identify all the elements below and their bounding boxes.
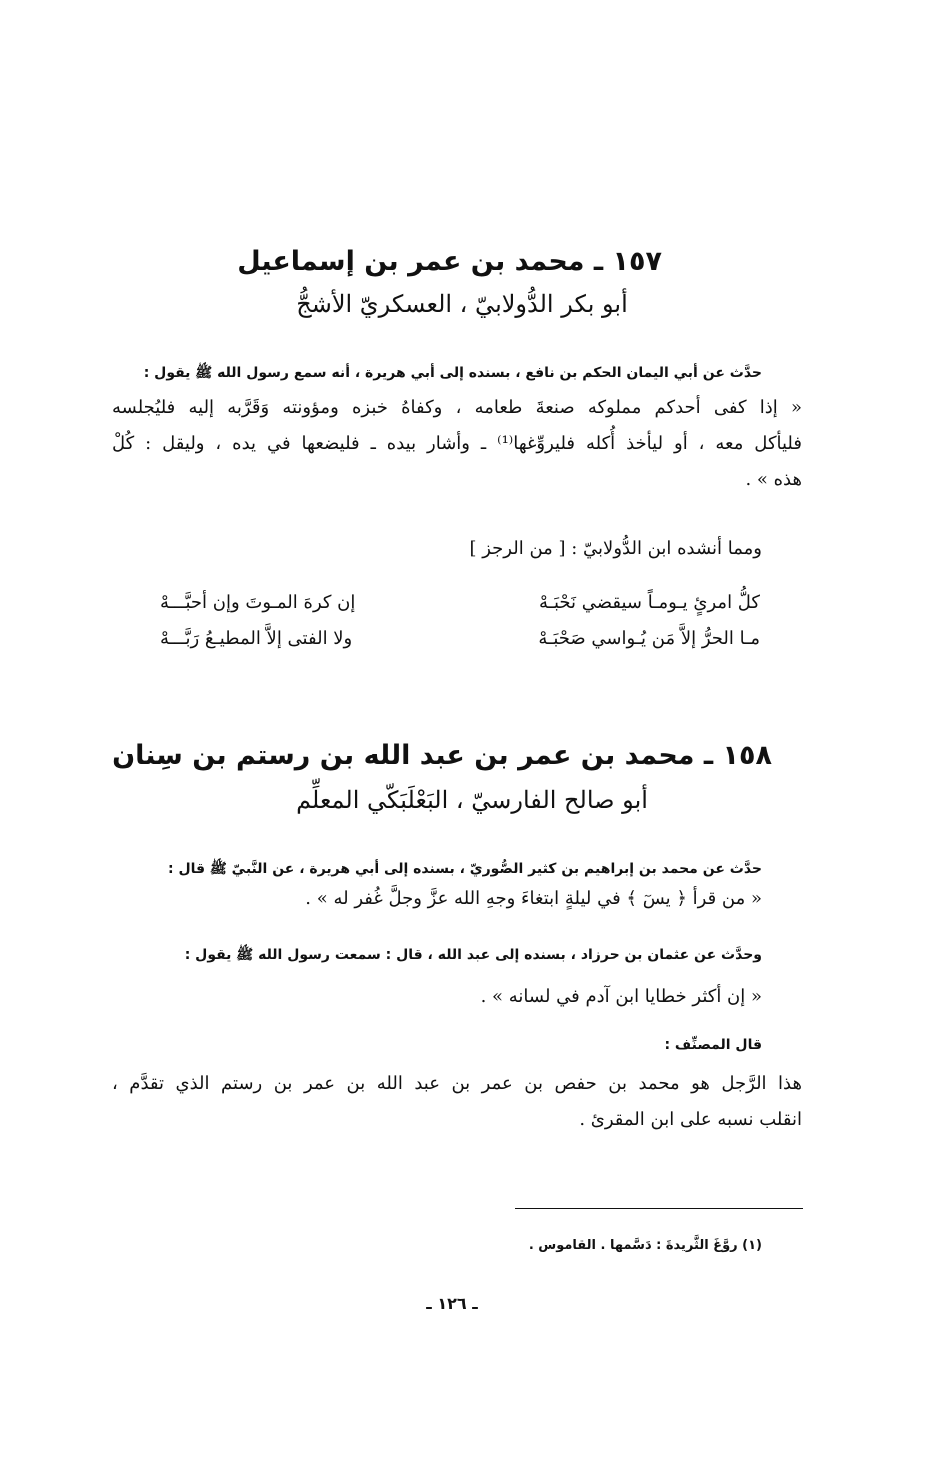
entry-158-hadith-2: « إن أكثر خطايا ابن آدم في لسانه » . <box>480 986 762 1007</box>
hadith-line: فليأكل معه ، أو ليأخذ أُكله فليروِّغها⁽¹⁾ ـ وأشار بيده ـ فليضعها في يده ، وليقل : كُلْ <box>112 433 802 454</box>
entry-157-subheading: أبو بكر الدُّولابيّ ، العسكريّ الأشجُّ <box>296 290 628 318</box>
footnote-divider <box>515 1208 803 1209</box>
entry-158-chain-2: وحدَّث عن عثمان بن حرزاد ، بسنده إلى عبد الله ، قال : سمعت رسول الله ﷺ يقول : <box>184 947 762 963</box>
page-number: ـ ١٢٦ ـ <box>426 1294 478 1313</box>
entry-158-subheading: أبو صالح الفارسيّ ، البَعْلَبَكّي المعلِّم <box>296 786 648 814</box>
poem-intro: ومما أنشده ابن الدُّولابيّ : [ من الرجز ] <box>469 538 762 559</box>
hadith-line: « إذا كفى أحدكم مملوكه صنعةَ طعامه ، وكفاهُ خبزه ومؤونته وَقَرَّبه إليه فليُجلسه <box>112 397 802 418</box>
entry-158-hadith-1: « من قرأ ﴿ يسٓ ﴾ في ليلةٍ ابتغاءَ وجهِ الله عزَّ وجلَّ غُفر له » . <box>305 888 762 909</box>
author-note-line: انقلب نسبه على ابن المقرئ . <box>579 1109 802 1130</box>
author-note-label: قال المصنِّف : <box>664 1037 762 1053</box>
entry-157-hadith <box>112 390 802 498</box>
footnote: (١) روَّغَ الثَّريدةَ : دَسَّمها . القاموس . <box>528 1238 762 1253</box>
entry-158-chain-1: حدَّث عن محمد بن إبراهيم بن كثير الصُّوريّ ، بسنده إلى أبي هريرة ، عن النَّبيّ ﷺ قال : <box>167 861 762 877</box>
author-note-text <box>112 1066 802 1138</box>
verse-2-first-hemistich: مـا الحرُّ إلاَّ مَن يُـواسي صَحْبَـهْ <box>538 628 760 649</box>
entry-157-chain: حدَّث عن أبي اليمان الحكم بن نافع ، بسنده إلى أبي هريرة ، أنه سمع رسول الله ﷺ يقول : <box>143 365 762 381</box>
entry-158-heading: ١٥٨ ـ محمد بن عمر بن عبد الله بن رستم بن سِنان <box>112 740 772 771</box>
verse-1-first-hemistich: كلُّ امرئٍ يـومـاً سيقضي نَحْبَـهْ <box>539 592 760 613</box>
author-note-line: هذا الرَّجل هو محمد بن حفص بن عمر بن عبد الله بن عمر بن رستم الذي تقدَّم ، <box>112 1073 802 1094</box>
hadith-line: هذه » . <box>745 469 802 490</box>
verse-1-second-hemistich: إن كرهَ المـوتَ وإن أحبَّـــهْ <box>160 592 356 613</box>
entry-157-heading: ١٥٧ ـ محمد بن عمر بن إسماعيل <box>237 246 662 277</box>
verse-2-second-hemistich: ولا الفتى إلاَّ المطيـعُ رَبَّـــهْ <box>160 628 353 649</box>
